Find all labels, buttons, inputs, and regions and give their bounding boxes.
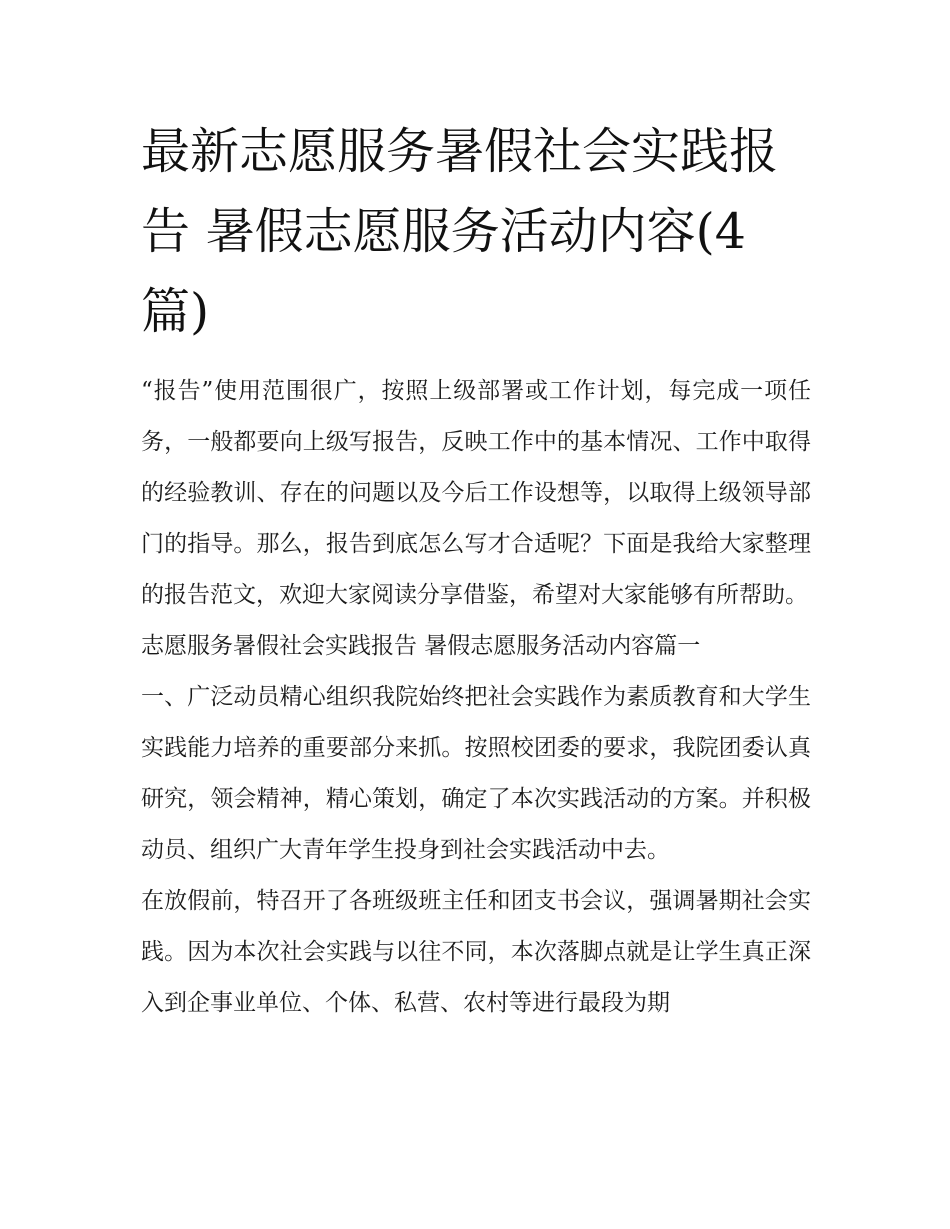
body-paragraph: 一、广泛动员精心组织我院始终把社会实践作为素质教育和大学生实践能力培养的重要部分来抓。按照校团委的要求，我院团委认真研究，领会精神，精心策划，确定了本次实践活动的方案。并积极动员、组织广大青年学生投身到社会实践活动中去。 xyxy=(141,684,811,863)
document-title: 最新志愿服务暑假社会实践报告 暑假志愿服务活动内容(4篇) xyxy=(141,123,779,340)
document-body xyxy=(141,112,811,1029)
intro-paragraph: “报告”使用范围很广，按照上级部署或工作计划，每完成一项任务，一般都要向上级写报告，反映工作中的基本情况、工作中取得的经验教训、存在的问题以及今后工作设想等，以取得上级领导部门的指导。那么，报告到底怎么写才合适呢？下面是我给大家整理的报告范文，欢迎大家阅读分享借鉴，希望对大家能够有所帮助。 xyxy=(141,378,811,608)
body-paragraph: 在放假前，特召开了各班级班主任和团支书会议，强调暑期社会实践。因为本次社会实践与以往不同，本次落脚点就是让学生真正深入到企事业单位、个体、私营、农村等进行最段为期 xyxy=(141,888,811,1016)
section-heading: 志愿服务暑假社会实践报告 暑假志愿服务活动内容篇一 xyxy=(141,633,701,659)
